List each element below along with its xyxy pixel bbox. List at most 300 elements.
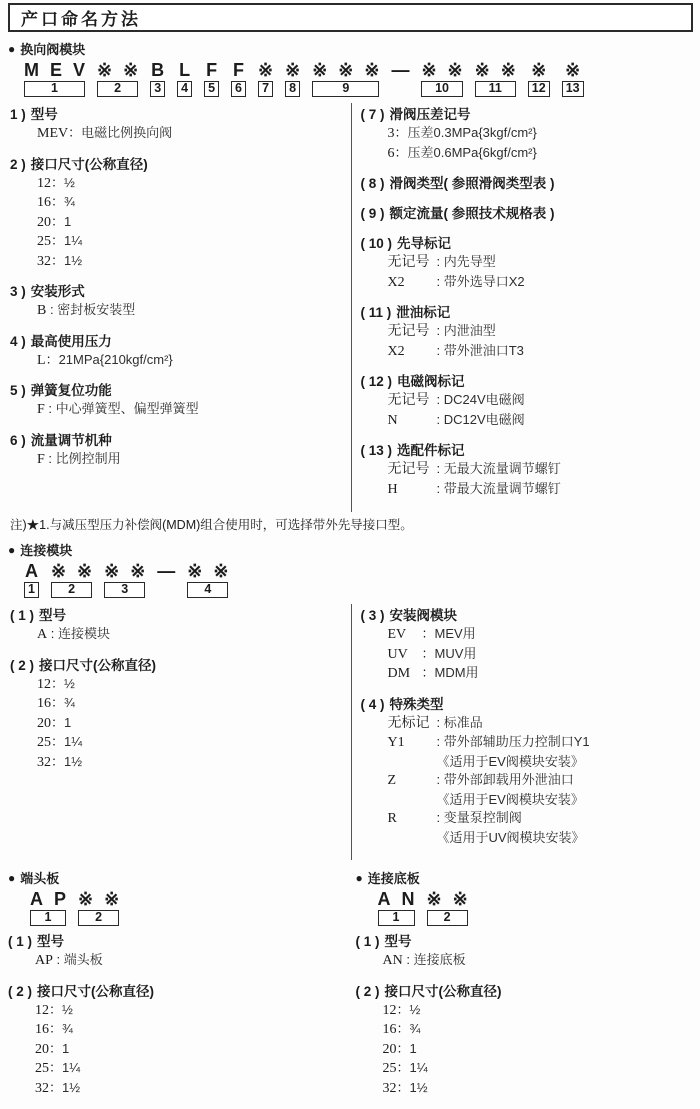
footnote: 注)★1.与减压型压力补偿阀(MDM)组合使用时，可选择带外先导接口型。 [10,518,413,532]
line-value: ½ [62,1001,73,1017]
spec-line [356,1079,694,1099]
line-key: F [37,402,45,417]
spec-item-heading [10,656,349,675]
spec-item [10,431,349,470]
line-separator: : [436,461,444,476]
line-value: 《适用于EV阀模块安装》 [436,753,584,769]
code-position-box: 2 [427,910,468,926]
line-value: 无最大流量调节螺钉 [443,461,561,476]
spec-item [361,372,692,430]
spec-item-heading [8,932,351,951]
spec-line [361,829,692,848]
code-letters: ※ [565,60,592,80]
item-number: ( 1 ) [355,934,380,949]
line-separator: : [52,952,64,967]
line-value: DC12V电磁阀 [443,411,525,427]
item-number: ( 2 ) [8,983,33,999]
section-base-plate [351,866,694,1109]
code-group [312,60,391,97]
spec-line [361,753,692,772]
spec-line [361,253,692,273]
line-key: 25 [37,735,51,750]
spec-item [10,381,349,420]
valve-section-heading-text: 换向阀模块 [20,42,86,57]
line-separator: ： [394,144,408,160]
line-separator: : [44,450,56,466]
code-letters: F [233,60,256,80]
line-value: ½ [409,1001,421,1017]
item-number: ( 13 ) [360,443,393,458]
spec-line [8,1001,351,1021]
spec-item-heading [8,982,351,1001]
line-key: X2 [387,274,405,290]
line-key: 20 [382,1041,397,1057]
code-group [24,60,97,97]
line-key: Y1 [387,735,405,750]
line-value: 1 [62,1040,70,1056]
spec-line [361,733,692,753]
line-value: 1½ [62,1079,81,1095]
line-key: AP [35,953,53,968]
valve-section-heading [8,39,693,58]
code-group [24,561,49,598]
spec-line [10,351,349,371]
endplate-section-heading-text: 端头板 [20,871,60,886]
spec-item-heading [361,303,692,322]
spec-item [361,105,692,163]
spec-item [361,441,692,499]
line-value: 带外选导口X2 [443,273,525,289]
baseplate-model-code-row [378,890,694,926]
line-value: 电磁比例换向阀 [81,125,173,140]
line-separator: ： [396,1001,410,1017]
spec-item-heading [356,982,694,1001]
bullet-icon: ● [8,542,16,557]
line-separator: ： [68,125,82,140]
spec-line [10,213,349,233]
line-key: AN [382,953,403,968]
code-group [97,60,150,97]
spec-item-heading [361,372,692,391]
spec-line [361,625,692,645]
line-key: 25 [37,234,51,249]
line-key: 32 [37,253,51,269]
spec-line [356,1040,694,1060]
spec-line [10,124,349,144]
line-separator: : [47,626,58,641]
spec-line [10,694,349,714]
spec-line [361,124,692,144]
code-letters: — [391,60,421,80]
spec-line [8,1079,351,1099]
line-separator: ： [421,645,435,661]
item-title: 型号 [30,107,58,122]
line-value: ½ [64,174,75,190]
endplate-model-code-row [30,890,351,926]
section-connection-module [8,540,693,860]
line-value: 带外部辅助压力控制口Y1 [443,734,590,749]
item-title: 型号 [384,934,412,949]
line-key: MEV [37,126,69,141]
item-title: 流量调节机种 [30,432,112,448]
spec-item-heading [361,105,692,124]
line-key: B [37,303,47,318]
line-value: 1 [64,714,72,730]
line-value: MUV用 [434,645,477,661]
item-number: 1 ) [10,107,26,122]
spec-line [10,400,349,420]
line-key: 16 [382,1022,397,1037]
spec-line [361,771,692,791]
item-title: 安装形式 [30,284,85,299]
bullet-icon: ● [8,870,16,885]
spec-line [361,144,692,164]
line-value: ½ [64,675,75,691]
baseplate-section-heading-text: 连接底板 [367,871,420,886]
item-number: ( 7 ) [360,107,385,122]
line-key: 无记号 [387,462,430,477]
item-number: ( 12 ) [360,374,393,389]
spec-item [10,332,349,371]
line-separator: : [46,302,58,317]
code-group [50,561,104,598]
spec-item [356,932,694,971]
spec-line [356,951,694,971]
line-value: 连接底板 [413,952,466,967]
line-separator: ： [51,252,65,268]
item-number: ( 1 ) [10,608,35,623]
section-valve-module [8,39,693,533]
spec-item-heading [10,105,349,124]
line-value: 《适用于EV阀模块安装》 [436,791,584,807]
item-title: 弹簧复位功能 [30,383,112,398]
line-value: 1¼ [64,233,83,248]
line-key: EV [387,627,407,642]
valve-spec-column-left [8,103,351,512]
line-value: 1¼ [64,734,83,749]
line-key: 16 [37,195,51,210]
line-key: 25 [35,1061,49,1076]
line-value: 带外部卸载用外泄油口 [443,772,574,787]
spec-item-heading [361,606,692,625]
connector-spec-columns [8,604,693,860]
item-number: ( 11 ) [360,305,392,320]
code-group [258,60,285,97]
spec-item-heading [361,441,692,460]
spec-line [361,480,692,500]
line-separator: : [436,714,444,730]
line-value: 1 [64,213,72,229]
line-value: 比例控制用 [55,450,121,466]
bullet-icon: ● [355,870,363,885]
page-title [8,3,693,32]
line-key: 无记号 [387,393,430,408]
code-letters: ※※※ [312,60,391,80]
code-position-box: 3 [150,81,165,97]
line-separator: ： [49,1079,63,1095]
item-title: 电磁阀标记 [397,374,465,389]
code-group [104,561,157,598]
item-number: ( 9 ) [360,206,385,221]
line-value: 压差0.6MPa{6kgf/cm²} [407,144,537,160]
spec-item [361,234,692,292]
valve-spec-columns [8,103,693,512]
spec-line [10,733,349,753]
spec-line [361,273,692,293]
code-group [150,60,176,97]
line-value: 1¼ [62,1060,81,1075]
line-value: 端头板 [63,952,103,967]
item-title: 接口尺寸(公称直径) [39,657,157,673]
spec-item-heading [10,381,349,400]
connector-spec-column-left [8,604,351,860]
code-group [187,561,240,598]
line-key: H [387,481,398,497]
item-number: 3 ) [10,284,26,299]
spec-item [10,282,349,321]
spec-item-heading [356,932,694,951]
line-separator: : [44,401,56,416]
line-key: 无标记 [387,715,430,731]
spec-item [8,932,351,971]
code-letters: MEV [24,60,97,80]
item-title: 特殊类型 [389,696,444,712]
item-number: 6 ) [10,432,26,448]
item-title: 型号 [37,934,65,949]
code-group [204,60,229,97]
line-value: 1½ [409,1079,428,1095]
line-value: MEV用 [434,626,476,641]
line-separator: ： [51,734,65,749]
spec-line [361,460,692,480]
line-key: DM [387,666,411,681]
item-number: 2 ) [10,156,26,172]
item-title: 最高使用压力 [30,333,112,349]
connector-spec-column-right [351,604,694,860]
code-group [377,889,426,926]
line-separator: : [436,342,444,358]
code-letters: AN [377,889,426,909]
line-key: 无记号 [387,324,430,339]
spec-item [10,606,349,645]
line-key: 20 [37,214,51,230]
line-separator: ： [51,194,65,209]
line-separator: : [436,411,444,427]
code-letters: A [24,561,49,581]
line-value: ¾ [64,194,75,209]
line-separator: ： [396,1079,410,1095]
line-separator: ： [421,665,435,680]
item-title: 泄油标记 [396,305,451,320]
spec-line [10,675,349,695]
line-separator: ： [394,125,408,140]
code-group [426,889,479,926]
spec-item [8,982,351,1099]
item-title: 接口尺寸(公称直径) [384,983,502,999]
spec-item [361,303,692,361]
code-position-box: 1 [378,910,415,926]
code-letters: ※※ [104,561,157,581]
code-group [285,60,312,97]
line-separator: : [402,952,414,967]
line-key: UV [387,646,408,662]
code-group [391,60,421,80]
code-letters: ※※ [426,889,479,909]
spec-line [356,1001,694,1021]
line-key: N [387,412,398,428]
item-number: ( 2 ) [355,983,380,999]
connector-section-heading [8,540,693,559]
code-letters: ※※ [78,889,131,909]
item-number: 5 ) [10,383,26,398]
code-group [177,60,202,97]
spec-item [10,656,349,773]
line-separator: ： [396,1040,410,1056]
code-letters: ※ [531,60,558,80]
bottom-sections [8,866,693,1109]
line-key: F [37,451,45,467]
spec-line [356,1020,694,1040]
item-title: 额定流量( 参照技术规格表 ) [389,206,555,221]
line-separator: ： [51,675,65,691]
spec-item-heading [10,332,349,351]
code-position-box: 1 [24,582,39,598]
line-value: 连接模块 [57,626,110,641]
spec-line [10,232,349,252]
spec-item-heading [10,431,349,450]
line-key: R [387,811,397,826]
line-key: 6 [387,145,395,161]
line-key: 无记号 [387,255,430,270]
code-group [157,561,187,581]
line-value: 标准品 [443,714,483,730]
line-value: ¾ [64,695,75,710]
line-value: 《适用于UV阀模块安装》 [436,829,585,845]
line-separator: ： [51,695,65,710]
item-number: ( 1 ) [8,934,33,949]
line-value: 压差0.3MPa{3kgf/cm²} [407,125,537,140]
code-position-box: 13 [562,81,584,97]
line-value: 内泄油型 [443,323,496,338]
item-number: ( 2 ) [10,657,35,673]
spec-line [10,753,349,773]
line-value: MDM用 [434,665,479,680]
line-separator: : [436,254,444,269]
line-value: 带最大流量调节螺钉 [443,480,561,496]
line-separator: : [436,273,444,289]
spec-item [10,105,349,144]
line-separator: ： [45,351,59,367]
line-separator: ： [51,714,65,730]
line-separator: ： [51,213,65,229]
line-value: 变量泵控制阀 [443,810,522,825]
spec-line [10,714,349,734]
line-separator: ： [396,1060,410,1075]
line-key: Z [387,773,397,788]
spec-line [361,391,692,411]
line-value: 1 [409,1040,417,1056]
code-position-box: 9 [312,81,379,97]
code-position-box: 5 [204,81,219,97]
code-group [562,60,592,97]
item-title: 接口尺寸(公称直径) [37,983,155,999]
line-key: 32 [382,1080,397,1096]
code-position-box: 4 [187,582,228,598]
line-separator: ： [396,1021,410,1036]
code-letters: L [179,60,202,80]
code-position-box: 12 [528,81,550,97]
code-position-box: 1 [30,910,66,926]
spec-line [361,342,692,362]
line-key: 12 [37,676,51,692]
spec-item-heading [361,234,692,253]
code-letters: AP [30,889,78,909]
item-title: 接口尺寸(公称直径) [30,156,148,172]
code-position-box: 1 [24,81,85,97]
line-value: 中心弹簧型、偏型弹簧型 [55,401,199,416]
spec-item [361,174,692,193]
line-separator: ： [51,174,65,190]
line-value: 1½ [64,753,83,769]
line-key: L [37,352,46,368]
code-letters: ※※ [50,561,104,581]
line-key: 16 [35,1022,49,1037]
line-value: 密封板安装型 [57,302,136,317]
code-position-box: 2 [51,582,92,598]
line-separator: ： [51,233,65,248]
spec-line [361,322,692,342]
line-separator: ： [421,626,435,641]
spec-item-heading [10,606,349,625]
item-number: ( 8 ) [360,176,385,191]
line-key: X2 [387,343,405,359]
spec-item-heading [10,282,349,301]
spec-line [10,625,349,645]
code-letters: ※※ [421,60,474,80]
code-letters: B [151,60,176,80]
code-position-box: 10 [421,81,462,97]
code-letters: ※※ [187,561,240,581]
line-separator: : [436,323,444,338]
section-end-plate [8,866,351,1109]
line-value: ¾ [409,1021,421,1036]
line-key: 16 [37,696,51,711]
endplate-section-heading [8,868,351,887]
bullet-icon: ● [8,41,16,56]
spec-item [356,982,694,1099]
spec-line [8,1040,351,1060]
line-separator: : [436,392,444,407]
spec-line [8,1020,351,1040]
line-separator: ： [49,1021,63,1036]
spec-line [356,1059,694,1079]
baseplate-section-heading [356,868,694,887]
spec-line [8,951,351,971]
connector-section-heading-text: 连接模块 [20,543,73,558]
line-key: 12 [35,1002,49,1018]
line-separator: ： [49,1001,63,1017]
connector-model-code-row [24,562,693,598]
line-separator: : [436,734,444,749]
line-key: 20 [37,715,51,731]
line-key: 32 [37,754,51,770]
spec-line [8,1059,351,1079]
line-value: 内先导型 [443,254,496,269]
code-letters: F [206,60,229,80]
item-title: 滑阀类型( 参照滑阀类型表 ) [389,176,555,191]
code-letters: ※ [258,60,285,80]
item-title: 型号 [39,608,67,623]
